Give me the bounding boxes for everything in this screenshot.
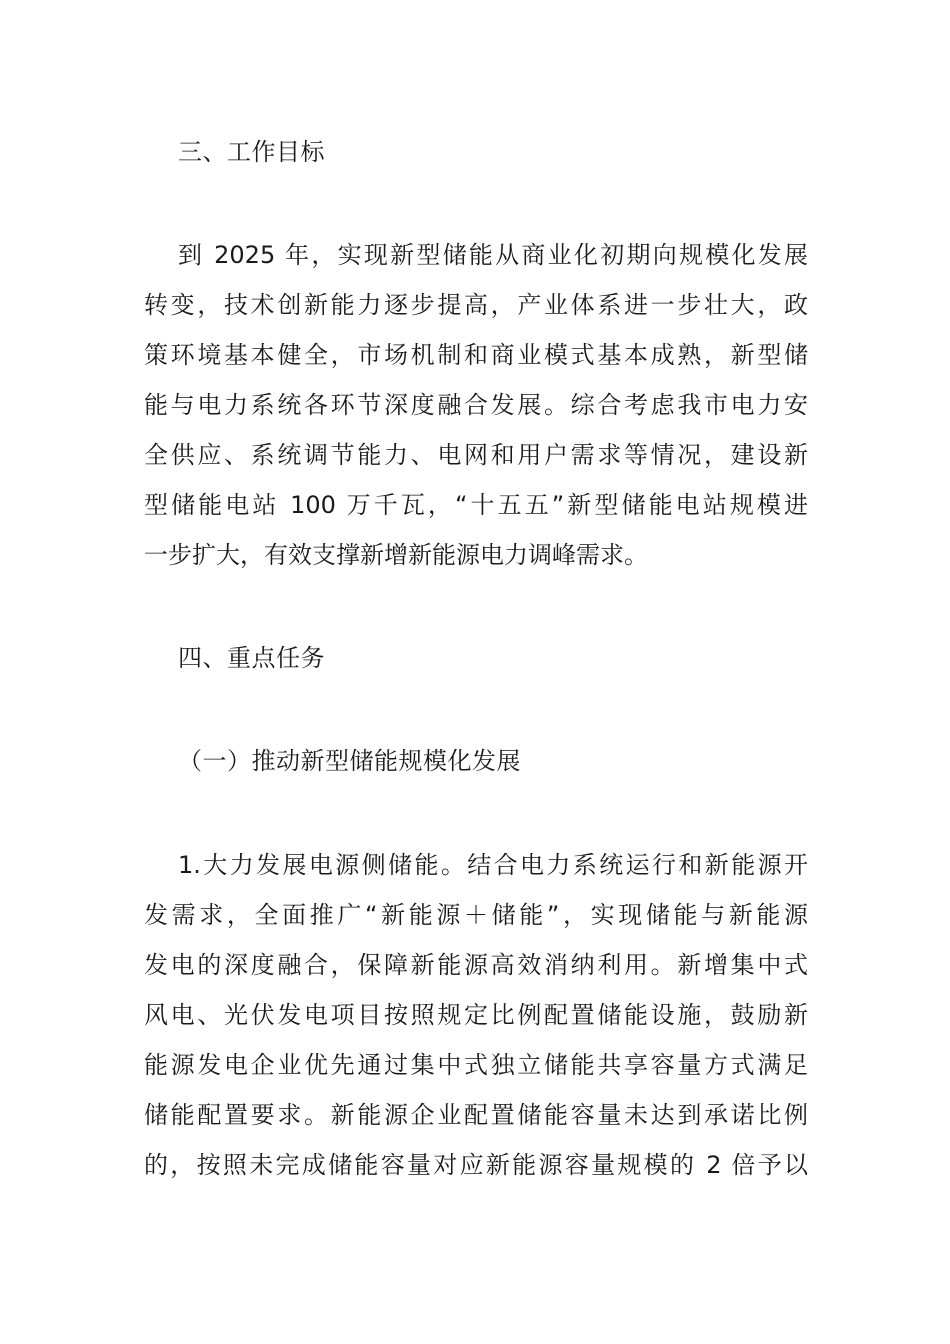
subsection-heading-energy-storage: （一）推动新型储能规模化发展 <box>178 747 521 775</box>
paragraph-line: 1.大力发展电源侧储能。结合电力系统运行和新能源开 <box>178 851 808 879</box>
paragraph-line: 发需求，全面推广“新能源＋储能”，实现储能与新能源 <box>144 901 808 929</box>
paragraph-work-goals <box>144 230 808 580</box>
paragraph-line: 一步扩大，有效支撑新增新能源电力调峰需求。 <box>144 541 648 569</box>
paragraph-source-side-storage <box>144 840 808 1190</box>
paragraph-line: 发电的深度融合，保障新能源高效消纳利用。新增集中式 <box>144 951 808 979</box>
paragraph-line: 能源发电企业优先通过集中式独立储能共享容量方式满足 <box>144 1051 808 1079</box>
section-heading-work-goals: 三、工作目标 <box>178 138 325 166</box>
paragraph-line: 转变，技术创新能力逐步提高，产业体系进一步壮大，政 <box>144 291 808 319</box>
paragraph-line: 全供应、系统调节能力、电网和用户需求等情况，建设新 <box>144 441 808 469</box>
paragraph-line: 风电、光伏发电项目按照规定比例配置储能设施，鼓励新 <box>144 1001 808 1029</box>
paragraph-line: 的，按照未完成储能容量对应新能源容量规模的 2 倍予以 <box>144 1151 808 1179</box>
paragraph-line: 策环境基本健全，市场机制和商业模式基本成熟，新型储 <box>144 341 808 369</box>
paragraph-line: 到 2025 年，实现新型储能从商业化初期向规模化发展 <box>178 241 808 269</box>
paragraph-line: 能与电力系统各环节深度融合发展。综合考虑我市电力安 <box>144 391 808 419</box>
section-heading-key-tasks: 四、重点任务 <box>178 644 325 672</box>
paragraph-line: 储能配置要求。新能源企业配置储能容量未达到承诺比例 <box>144 1101 808 1129</box>
paragraph-line: 型储能电站 100 万千瓦，“十五五”新型储能电站规模进 <box>144 491 808 519</box>
